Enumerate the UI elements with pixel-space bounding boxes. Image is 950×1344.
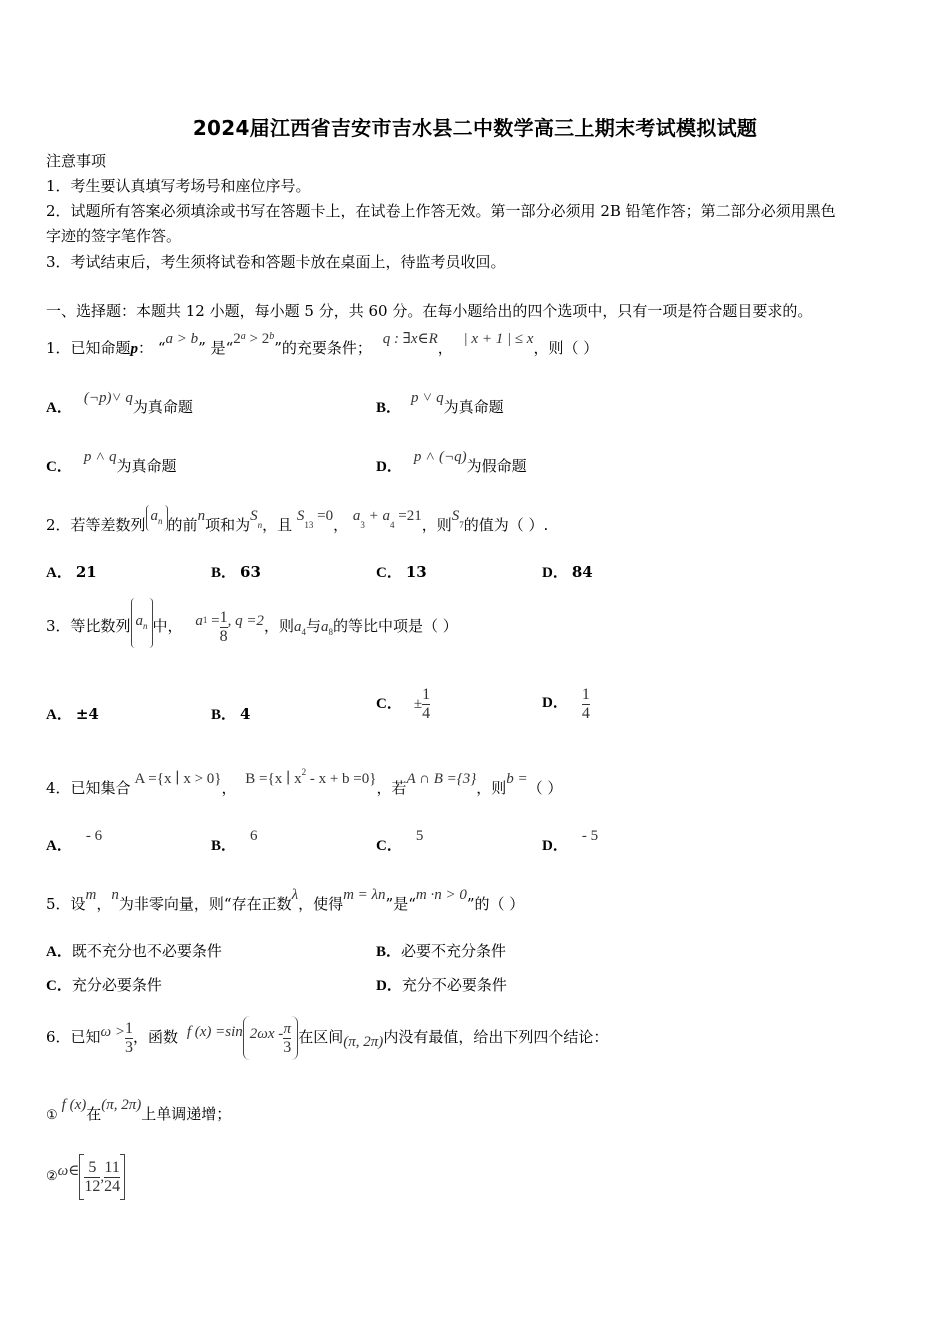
notice-item-2-cont: 字迹的签字笔作答。 xyxy=(46,227,182,245)
q5-lambda: λ xyxy=(291,887,299,903)
q2-a: a xyxy=(150,508,159,524)
q6-c2-mark: ② xyxy=(46,1169,58,1184)
q2-option-c[interactable] xyxy=(376,562,427,583)
q1-colon: ： xyxy=(138,339,154,357)
q5-t4: ”是“ xyxy=(385,895,416,913)
q1-option-c-text: 为真命题 xyxy=(116,457,177,475)
q5-eq: m = λn xyxy=(343,887,386,903)
q5-option-b[interactable] xyxy=(376,941,506,962)
q6-f: f (x) =sin xyxy=(186,1024,243,1040)
question-2-stem xyxy=(46,508,549,541)
q3-den: 8 xyxy=(219,627,228,645)
q2-option-c-text: 13 xyxy=(405,563,427,581)
q4-t3: ，则 xyxy=(476,779,507,797)
q5-t3: ，使得 xyxy=(298,895,344,913)
q5-m: m xyxy=(85,887,97,903)
q1-math-q: q : ∃x∈R xyxy=(382,331,438,347)
q2-n: n xyxy=(197,508,206,524)
q3-option-b-text: 4 xyxy=(240,705,251,723)
q3-sub-n: n xyxy=(143,621,148,631)
q2-sub13: 13 xyxy=(304,520,314,530)
question-3-stem xyxy=(46,604,458,654)
q4-inter: A ∩ B ={3} xyxy=(406,771,477,787)
q6-c2-n2: 11 xyxy=(104,1158,120,1176)
q2-t6: 的值为（ ）. xyxy=(463,516,549,534)
q1-quote-close: ” xyxy=(198,339,206,357)
q3-option-a-label: A． xyxy=(46,707,72,723)
section-heading: 一、选择题：本题共 12 小题，每小题 5 分，共 60 分。在每小题给出的四个选项中，只有一项是符合题目要求的。 xyxy=(46,302,813,320)
q6-num: 1 xyxy=(125,1019,134,1037)
q2-t5: ，则 xyxy=(421,516,452,534)
q6-stem-text: 6．已知 xyxy=(46,1028,101,1046)
q3-a: a xyxy=(135,613,144,629)
q5-option-c-text: 充分必要条件 xyxy=(71,976,162,994)
q5-n: n xyxy=(111,887,119,903)
q1-math-gt: > 2 xyxy=(245,331,270,347)
q4-t4: （ ） xyxy=(527,779,563,797)
q4-setB2: - x + b =0} xyxy=(306,771,377,787)
q6-c1-text: 上单调递增； xyxy=(141,1105,232,1123)
q2-plus: + a xyxy=(364,508,391,524)
q3-option-c-num: 1 xyxy=(422,685,431,703)
q4-option-c[interactable] xyxy=(376,828,424,856)
q6-c2-n1: 5 xyxy=(88,1158,97,1176)
question-4-stem xyxy=(46,767,563,799)
q1-math-a: a > b xyxy=(165,331,199,347)
q4-t2: ，若 xyxy=(376,779,407,797)
notice-item-3: 3．考试结束后，考生须将试卷和答题卡放在桌面上，待监考员收回。 xyxy=(46,253,506,271)
q1-p: p xyxy=(130,341,139,357)
q4-option-d-label: D． xyxy=(542,838,568,854)
q2-sub-n: n xyxy=(158,516,163,526)
q3-option-b-label: B． xyxy=(211,707,237,723)
q6-fraction xyxy=(125,1020,133,1057)
q3-option-d-den: 4 xyxy=(581,704,590,722)
q3-t1: 中， xyxy=(152,617,183,635)
q3-fraction xyxy=(220,609,228,646)
q3-sub1: 1 xyxy=(202,615,208,625)
q4-option-b[interactable] xyxy=(211,828,258,856)
q6-omega: ω > xyxy=(100,1024,126,1040)
q6-c2-d1: 12 xyxy=(84,1177,101,1195)
q6-pi: π xyxy=(283,1020,292,1037)
q1-option-b-math: p ˅ q xyxy=(411,390,444,406)
q5-option-d[interactable] xyxy=(376,975,507,996)
q2-option-a-text: 21 xyxy=(75,563,97,581)
question-6-stem xyxy=(46,1012,608,1063)
q2-S13: S xyxy=(296,508,305,524)
question-5-stem xyxy=(46,887,525,915)
q6-c1-int: (π, 2π) xyxy=(101,1097,142,1113)
q1-option-c-math: p ˄ q xyxy=(83,449,117,465)
q1-quote-open: “ xyxy=(157,339,166,357)
q6-t1: ，函数 xyxy=(133,1028,179,1046)
q6-c2-sep: , xyxy=(100,1169,105,1185)
q3-option-d-num: 1 xyxy=(581,685,590,703)
page-title: 2024届江西省吉安市吉水县二中数学高三上期末考试模拟试题 xyxy=(192,116,758,140)
q2-a3: a xyxy=(352,508,361,524)
q4-t1: ， xyxy=(221,779,237,797)
q2-sequence xyxy=(146,505,168,531)
q2-option-b-label: B． xyxy=(211,565,237,581)
q1-comma: ， xyxy=(437,339,453,357)
q3-option-d-label: D． xyxy=(542,695,568,711)
q4-option-d-math: - 5 xyxy=(581,828,599,844)
q4-option-b-math: 6 xyxy=(250,828,258,844)
q2-sub3: 3 xyxy=(360,520,365,530)
q2-option-d-text: 84 xyxy=(571,563,593,581)
q1-option-b-text: 为真命题 xyxy=(443,398,504,416)
q2-S: S xyxy=(250,508,258,524)
q5-t5: ”的（ ） xyxy=(466,895,525,913)
notice-item-2: 2．试题所有答案必须填涂或书写在答题卡上，在试卷上作答无效。第一部分必须用 2B 铅笔作答；第二部分必须用黑色 xyxy=(46,202,836,220)
q4-option-b-label: B． xyxy=(211,838,237,854)
q2-option-d-label: D． xyxy=(542,565,568,581)
q4-option-d[interactable] xyxy=(542,828,599,856)
q5-option-c-label: C． xyxy=(46,978,72,994)
q6-three: 3 xyxy=(283,1038,292,1056)
q1-option-d-math: p ˄ (¬q) xyxy=(413,449,467,465)
q2-option-a-label: A． xyxy=(46,565,72,581)
q4-stem-text: 4．已知集合 xyxy=(46,779,131,797)
q2-option-b-text: 63 xyxy=(240,563,261,581)
q6-c2-d2: 24 xyxy=(104,1177,121,1195)
q4-option-c-math: 5 xyxy=(415,828,424,844)
q1-end: ，则（ ） xyxy=(533,339,599,357)
q3-t3: 与 xyxy=(305,617,321,635)
q5-option-d-label: D． xyxy=(376,978,402,994)
q3-option-c-label: C． xyxy=(376,696,402,712)
q3-t2: ，则 xyxy=(263,617,294,635)
q5-t1: ， xyxy=(96,895,112,913)
q1-sup-a: a xyxy=(240,331,246,342)
q4-setA: A ={x ∣ x > 0} xyxy=(134,771,222,787)
q5-option-a-text: 既不充分也不必要条件 xyxy=(71,942,222,960)
question-1-stem xyxy=(46,331,599,359)
q1-option-a-label: A． xyxy=(46,400,72,416)
q4-setB: B ={x ∣ x xyxy=(245,771,302,787)
q6-t2: 在区间 xyxy=(298,1028,344,1046)
q3-sub8: 8 xyxy=(328,627,333,637)
q5-option-a[interactable] xyxy=(46,941,222,962)
q6-c2-bracket-right xyxy=(120,1154,125,1200)
q5-option-b-text: 必要不充分条件 xyxy=(401,942,507,960)
notice-item-1: 1．考生要认真填写考场号和座位序号。 xyxy=(46,177,311,195)
q4-option-a-math: - 6 xyxy=(85,828,103,844)
q2-t2: 项和为 xyxy=(205,516,251,534)
notice-heading: 注意事项 xyxy=(46,152,107,170)
q1-option-a[interactable] xyxy=(46,390,193,418)
q5-stem-text: 5．设 xyxy=(46,895,86,913)
q2-t4: ， xyxy=(333,516,349,534)
q1-math-b1: 2 xyxy=(233,331,241,347)
q2-t1: 的前 xyxy=(167,516,198,534)
q3-a1: a xyxy=(195,613,203,629)
q3-sequence xyxy=(131,598,153,648)
q5-dot: m ·n > 0 xyxy=(415,887,467,903)
q5-option-d-text: 充分不必要条件 xyxy=(401,976,507,994)
q5-t2: 为非零向量，则“存在正数 xyxy=(118,895,292,913)
q1-math-abs: | x + 1 | ≤ x xyxy=(463,331,534,347)
q3-a4: a xyxy=(293,619,302,635)
q2-sub4: 4 xyxy=(390,520,395,530)
q6-c2-frac1 xyxy=(84,1159,100,1196)
q3-option-d-frac xyxy=(582,686,590,723)
q6-inner: 2ωx - xyxy=(249,1026,284,1042)
q6-c1-mark: ① xyxy=(46,1108,58,1123)
q4-option-a[interactable] xyxy=(46,828,103,856)
q6-den: 3 xyxy=(125,1038,134,1056)
q1-stem-text: 1．已知命题 xyxy=(46,339,131,357)
q3-option-c-pm: ± xyxy=(413,696,423,712)
q1-option-d[interactable] xyxy=(376,449,527,477)
q3-a8: a xyxy=(320,619,329,635)
q5-option-c[interactable] xyxy=(46,975,162,996)
q2-option-b[interactable] xyxy=(211,562,261,583)
q3-option-a[interactable] xyxy=(46,704,99,725)
q6-c1-in: 在 xyxy=(86,1105,102,1123)
q3-option-a-text: ±4 xyxy=(75,705,99,723)
q4-option-a-label: A． xyxy=(46,838,72,854)
q3-t4: 的等比中项是（ ） xyxy=(332,617,458,635)
q3-stem-text: 3．等比数列 xyxy=(46,617,131,635)
q2-option-c-label: C． xyxy=(376,565,402,581)
q4-b: b = xyxy=(506,771,528,787)
q2-S-sub: n xyxy=(257,520,263,530)
q4-option-c-label: C． xyxy=(376,838,402,854)
q6-pi-fraction xyxy=(283,1020,291,1057)
q3-option-b[interactable] xyxy=(211,704,250,725)
q6-t3: 内没有最值，给出下列四个结论： xyxy=(383,1028,609,1046)
q1-close2: ”的充要条件； xyxy=(274,339,372,357)
q5-option-a-label: A． xyxy=(46,944,72,960)
q6-conclusion-2 xyxy=(46,1152,125,1201)
q6-c2-omega: ω∈ xyxy=(57,1163,80,1179)
q2-sub7: 7 xyxy=(459,520,464,530)
q3-option-c-den: 4 xyxy=(422,704,431,722)
q3-rest: , q =2 xyxy=(227,613,264,629)
q1-option-d-label: D． xyxy=(376,459,402,475)
q6-interval: (π, 2π) xyxy=(343,1034,384,1050)
q3-option-d[interactable] xyxy=(542,680,590,726)
q2-stem-text: 2．若等差数列 xyxy=(46,516,146,534)
q1-option-c-label: C． xyxy=(46,459,72,475)
q5-option-b-label: B． xyxy=(376,944,402,960)
q3-num: 1 xyxy=(219,608,228,626)
q3-option-c[interactable] xyxy=(376,680,430,727)
q2-t3: ，且 xyxy=(262,516,293,534)
q1-option-a-text: 为真命题 xyxy=(132,398,193,416)
q1-option-c[interactable] xyxy=(46,449,177,477)
q3-sub4: 4 xyxy=(301,627,306,637)
q2-option-a[interactable] xyxy=(46,562,97,583)
q2-option-d[interactable] xyxy=(542,562,593,583)
q4-sup2: 2 xyxy=(301,767,307,777)
q6-conclusion-1 xyxy=(46,1097,232,1126)
q3-option-c-frac xyxy=(422,686,430,723)
q1-is: 是“ xyxy=(210,339,234,357)
q1-option-b[interactable] xyxy=(376,390,504,418)
q2-S7: S xyxy=(451,508,460,524)
q1-option-a-math: (¬p)˅ q xyxy=(83,390,133,406)
q6-paren-left xyxy=(243,1016,250,1060)
q6-c2-frac2 xyxy=(104,1159,120,1196)
q6-c1-f: f (x) xyxy=(61,1097,87,1113)
q2-eq21: =21 xyxy=(394,508,422,524)
q3-eq: = xyxy=(207,613,220,629)
q1-option-b-label: B． xyxy=(376,400,402,416)
q1-sup-b: b xyxy=(269,331,275,342)
q2-eq0: =0 xyxy=(313,508,334,524)
q1-option-d-text: 为假命题 xyxy=(466,457,527,475)
